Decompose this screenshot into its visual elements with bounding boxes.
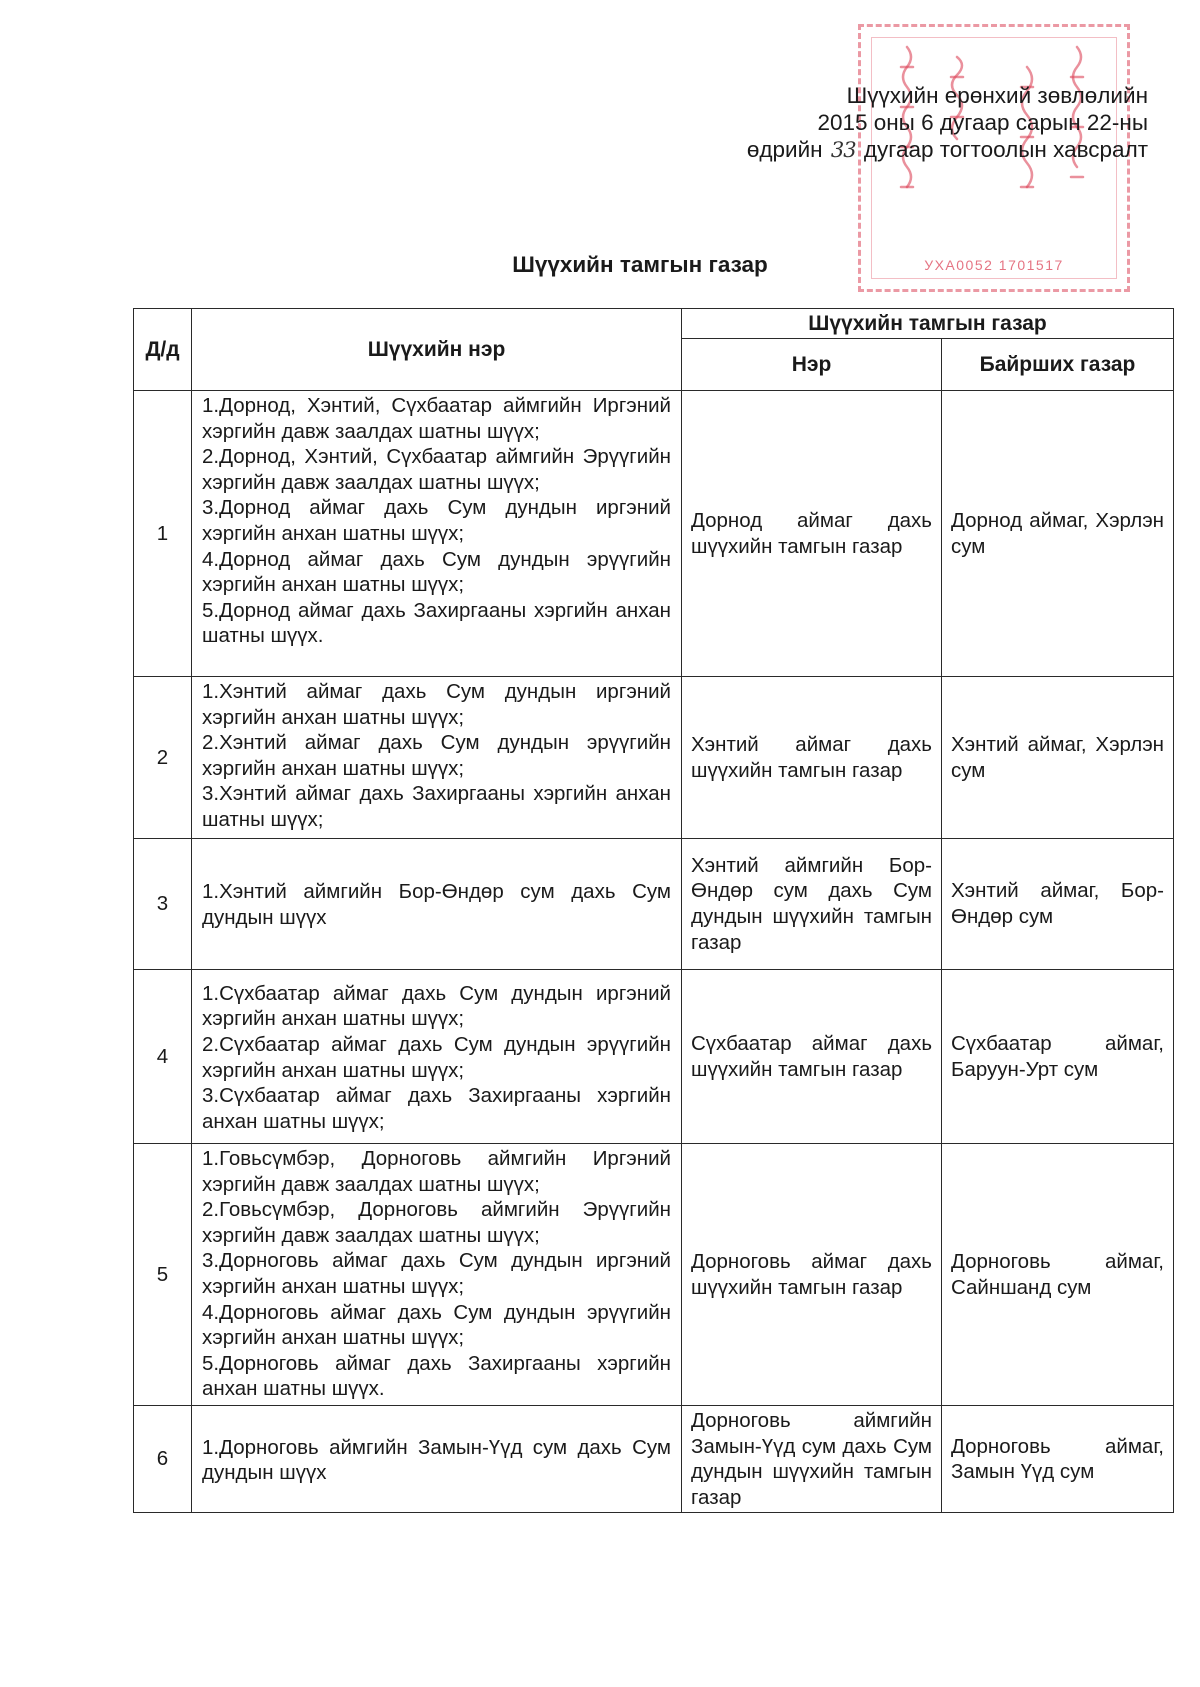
court-item: 1.Дорноговь аймгийн Замын-Үүд сум дахь Сум дундын шүүх [202, 1435, 671, 1485]
header-office-name: Нэр [682, 339, 942, 391]
row-number: 2 [134, 677, 192, 839]
document-title: Шүүхийн тамгын газар [512, 252, 768, 277]
table-row [134, 677, 1174, 839]
row-courts [192, 391, 682, 677]
table-row [134, 391, 1174, 677]
row-office-location: Дорноговь аймаг, Сайншанд сум [942, 1144, 1174, 1406]
row-number: 4 [134, 970, 192, 1144]
row-office-name: Хэнтий аймгийн Бор-Өндөр сум дахь Сум дундын шүүхийн тамгын газар [682, 839, 942, 970]
stamp-code: УХА0052 1701517 [924, 257, 1064, 273]
row-courts [192, 970, 682, 1144]
court-item: 2.Говьсүмбэр, Дорноговь аймгийн Эрүүгийн хэргийн давж заалдах шатны шүүх; [202, 1198, 671, 1247]
table-row [134, 1406, 1174, 1513]
row-number: 5 [134, 1144, 192, 1406]
row-office-location: Дорнод аймаг, Хэрлэн сум [942, 391, 1174, 677]
court-item: 3.Хэнтий аймаг дахь Захиргааны хэргийн анхан шатны шүүх; [202, 782, 671, 831]
row-courts [192, 677, 682, 839]
header-office-location: Байрших газар [942, 339, 1174, 391]
row-courts [192, 1406, 682, 1513]
attachment-header [747, 82, 1148, 164]
header-line-1: Шүүхийн ерөнхий зөвлөлийн [846, 83, 1148, 108]
row-office-name: Дорноговь аймгийн Замын-Үүд сум дахь Сум дундын шүүхийн тамгын газар [682, 1406, 942, 1513]
court-item: 3.Дорнод аймаг дахь Сум дундын иргэний хэргийн анхан шатны шүүх; [202, 496, 671, 545]
court-item: 1.Дорнод, Хэнтий, Сүхбаатар аймгийн Иргэний хэргийн давж заалдах шатны шүүх; [202, 394, 671, 443]
row-courts [192, 839, 682, 970]
table-row [134, 1144, 1174, 1406]
court-item: 1.Хэнтий аймгийн Бор-Өндөр сум дахь Сум дундын шүүх [202, 880, 671, 929]
court-item: 2.Дорнод, Хэнтий, Сүхбаатар аймгийн Эрүүгийн хэргийн давж заалдах шатны шүүх; [202, 445, 671, 494]
row-courts [192, 1144, 682, 1406]
resolution-number: 33 [830, 138, 856, 162]
row-office-name: Сүхбаатар аймаг дахь шүүхийн тамгын газар [682, 970, 942, 1144]
table-row [134, 839, 1174, 970]
court-item: 2.Хэнтий аймаг дахь Сум дундын эрүүгийн хэргийн анхан шатны шүүх; [202, 731, 671, 780]
row-office-location: Хэнтий аймаг, Бор-Өндөр сум [942, 839, 1174, 970]
court-item: 4.Дорноговь аймаг дахь Сум дундын эрүүгийн хэргийн анхан шатны шүүх; [202, 1300, 671, 1350]
court-item: 3.Дорноговь аймаг дахь Сум дундын иргэний хэргийн анхан шатны шүүх; [202, 1249, 671, 1298]
row-office-name: Дорнод аймаг дахь шүүхийн тамгын газар [682, 391, 942, 677]
header-office-group: Шүүхийн тамгын газар [682, 309, 1174, 339]
court-item: 5.Дорноговь аймаг дахь Захиргааны хэргийн анхан шатны шүүх. [202, 1351, 671, 1401]
court-item: 2.Сүхбаатар аймаг дахь Сум дундын эрүүгийн хэргийн анхан шатны шүүх; [202, 1032, 671, 1082]
row-office-location: Дорноговь аймаг, Замын Үүд сум [942, 1406, 1174, 1513]
table-row [134, 970, 1174, 1144]
row-number: 6 [134, 1406, 192, 1513]
court-item: 1.Говьсүмбэр, Дорноговь аймгийн Иргэний хэргийн давж заалдах шатны шүүх; [202, 1147, 671, 1196]
row-office-location: Сүхбаатар аймаг, Баруун-Урт сум [942, 970, 1174, 1144]
row-office-location: Хэнтий аймаг, Хэрлэн сум [942, 677, 1174, 839]
court-item: 4.Дорнод аймаг дахь Сум дундын эрүүгийн хэргийн анхан шатны шүүх; [202, 547, 671, 597]
header-line-2: 2015 оны 6 дугаар сарын 22-ны [817, 110, 1148, 135]
court-item: 1.Сүхбаатар аймаг дахь Сум дундын иргэний хэргийн анхан шатны шүүх; [202, 981, 671, 1031]
table-header-row-1 [134, 309, 1174, 339]
header-line-3-suffix: дугаар тогтоолын хавсралт [863, 137, 1148, 162]
court-item: 3.Сүхбаатар аймаг дахь Захиргааны хэргийн анхан шатны шүүх; [202, 1084, 671, 1133]
row-number: 3 [134, 839, 192, 970]
row-office-name: Дорноговь аймаг дахь шүүхийн тамгын газар [682, 1144, 942, 1406]
court-item: 1.Хэнтий аймаг дахь Сум дундын иргэний хэргийн анхан шатны шүүх; [202, 680, 671, 729]
court-item: 5.Дорнод аймаг дахь Захиргааны хэргийн анхан шатны шүүх. [202, 598, 671, 648]
header-number: Д/д [134, 309, 192, 391]
court-office-table [133, 308, 1174, 1513]
header-line-3-prefix: өдрийн [746, 137, 823, 162]
header-court-name: Шүүхийн нэр [192, 309, 682, 391]
row-office-name: Хэнтий аймаг дахь шүүхийн тамгын газар [682, 677, 942, 839]
row-number: 1 [134, 391, 192, 677]
header-line-3 [747, 136, 1148, 164]
